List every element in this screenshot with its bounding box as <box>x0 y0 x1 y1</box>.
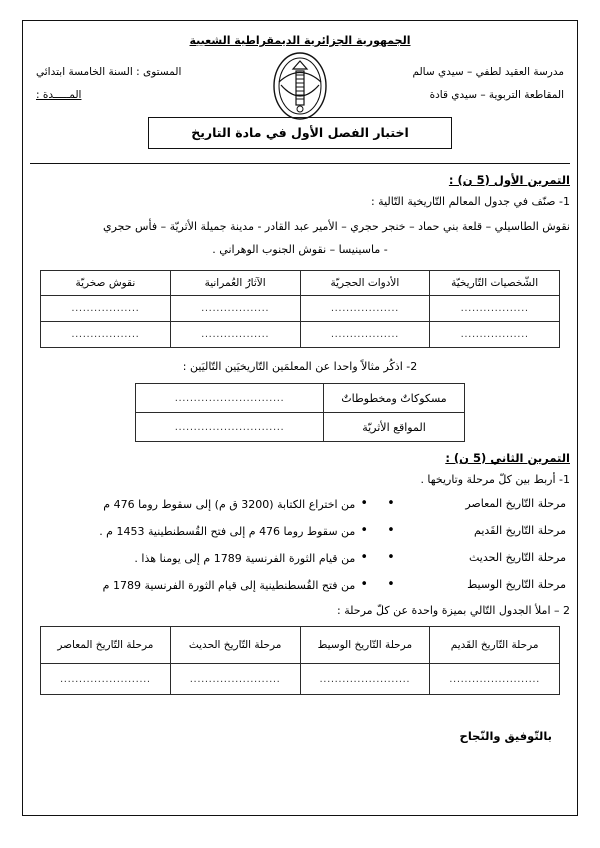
exercise1-question2: 2- اذكُر مثالاً واحدا عن المعلمَين التّاريخيَين التّاليَين : <box>182 360 418 373</box>
column-header-ancient-stage: مرحلة التّاريخ القَديم <box>430 627 560 664</box>
period-item[interactable] <box>30 496 368 511</box>
answer-cell[interactable]: .................. <box>170 322 300 348</box>
answer-cell[interactable]: .................. <box>41 296 171 322</box>
exercise1-heading: التمرين الأول (5 ن) : <box>448 173 570 187</box>
good-luck-footer: بالتّوفيق والنّجاح <box>459 729 552 743</box>
connector-dot[interactable]: • <box>387 577 395 592</box>
table-header-row <box>41 627 560 664</box>
column-header-historical-figures: الشّخصيات التّاريخيّة <box>430 271 560 296</box>
bullet-icon: • <box>360 577 368 592</box>
stages-features-table <box>40 626 560 695</box>
classification-table <box>40 270 560 348</box>
matching-row <box>30 523 570 538</box>
answer-cell[interactable]: .................. <box>430 322 560 348</box>
period-text: من سقوط روما 476 م إلى فتح القُسطنطينية 1453 م . <box>99 525 356 538</box>
row-label-archaeological-sites: المواقع الأثريّة <box>324 413 465 442</box>
matching-row <box>30 550 570 565</box>
table-row <box>136 384 465 413</box>
table-row <box>41 322 560 348</box>
column-header-rock-engravings: نقوش صخريّة <box>41 271 171 296</box>
column-header-architectural-remains: الآثارُ العُمرانية <box>170 271 300 296</box>
exercise2-question1: 1- أربط بين كلّ مرحلة وتاريخها . <box>420 473 570 486</box>
period-item[interactable] <box>30 577 368 592</box>
republic-heading: الجمهورية الجزائرية الديمقراطية الشعبية <box>189 34 411 47</box>
connector-dot[interactable]: • <box>387 523 395 538</box>
answer-cell[interactable]: ............................. <box>136 384 324 413</box>
table-row <box>41 664 560 695</box>
column-header-stone-tools: الأدوات الحجريّة <box>300 271 430 296</box>
exercise1-question1: 1- صنّف في جدول المعالم التّاريخية التّالية : <box>370 195 570 208</box>
header-divider <box>30 163 570 164</box>
answer-cell[interactable]: ........................ <box>170 664 300 695</box>
period-item[interactable] <box>30 550 368 565</box>
period-item[interactable] <box>30 523 368 538</box>
page-content <box>30 26 570 810</box>
period-text: من قيام الثورة الفرنسية 1789 م إلى يومنا هذا . <box>134 552 356 565</box>
exam-title: اختبار الفصل الأول في مادة التاريخ <box>148 117 452 149</box>
district-name: المقاطعة التربوية – سيدي قادة <box>429 89 564 101</box>
matching-row <box>30 577 570 592</box>
table-row <box>41 296 560 322</box>
matching-exercise <box>30 496 570 592</box>
period-text: من فتح القُسطنطينية إلى قيام الثورة الفرنسية 1789 م <box>102 579 356 592</box>
exercise1-items-line1: نقوش الطاسيلي – قلعة بني حماد – خنجر حجري – الأمير عبد القادر - مدينة جميلة الأثريّة – فأس حجري <box>102 220 570 233</box>
header-right-block <box>412 61 564 107</box>
level-text: المستوى : السنة الخامسة ابتدائي <box>36 66 182 78</box>
answer-cell[interactable]: .................. <box>430 296 560 322</box>
duration-text: المـــــدة : <box>36 89 82 101</box>
answer-cell[interactable]: ............................. <box>136 413 324 442</box>
exercise2-heading: التمرين الثاني (5 ن) : <box>445 451 570 465</box>
column-header-contemporary-stage: مرحلة التّاريخ المعاصر <box>41 627 171 664</box>
stage-label-modern[interactable]: مرحلة التّاريخ الحديث <box>469 551 566 564</box>
exercise1-items-line2: - ماسينيسا – نقوش الجنوب الوهراني . <box>212 243 388 256</box>
stage-label-ancient[interactable]: مرحلة التّاريخ القَديم <box>474 524 566 537</box>
exercise2-question2: 2 – املأ الجدول التّالي بميزة واحدة عن كلّ مرحلة : <box>337 604 570 617</box>
bullet-icon: • <box>360 496 368 511</box>
column-header-modern-stage: مرحلة التّاريخ الحديث <box>170 627 300 664</box>
table-row <box>136 413 465 442</box>
school-name: مدرسة العقيد لطفي – سيدي سالم <box>412 66 564 78</box>
answer-cell[interactable]: .................. <box>170 296 300 322</box>
header-row <box>30 49 570 121</box>
answer-cell[interactable]: ........................ <box>300 664 430 695</box>
connector-dot[interactable]: • <box>387 550 395 565</box>
table-header-row <box>41 271 560 296</box>
stage-label-medieval[interactable]: مرحلة التّاريخ الوسيط <box>467 578 566 591</box>
bullet-icon: • <box>360 523 368 538</box>
answer-cell[interactable]: ........................ <box>430 664 560 695</box>
answer-cell[interactable]: .................. <box>300 322 430 348</box>
header-left-block <box>36 61 181 107</box>
connector-dot[interactable]: • <box>387 496 395 511</box>
row-label-coins-manuscripts: مسكوكاتٌ ومخطوطاتٌ <box>324 384 465 413</box>
landmarks-table <box>135 383 465 442</box>
answer-cell[interactable]: ........................ <box>41 664 171 695</box>
bullet-icon: • <box>360 550 368 565</box>
answer-cell[interactable]: .................. <box>41 322 171 348</box>
matching-row <box>30 496 570 511</box>
column-header-medieval-stage: مرحلة التّاريخ الوسيط <box>300 627 430 664</box>
period-text: من اختراع الكتابة (3200 ق م) إلى سقوط روما 476 م <box>103 498 356 511</box>
answer-cell[interactable]: .................. <box>300 296 430 322</box>
school-emblem-icon <box>263 49 337 123</box>
stage-label-contemporary[interactable]: مرحلة التّاريخ المعاصر <box>465 497 566 510</box>
